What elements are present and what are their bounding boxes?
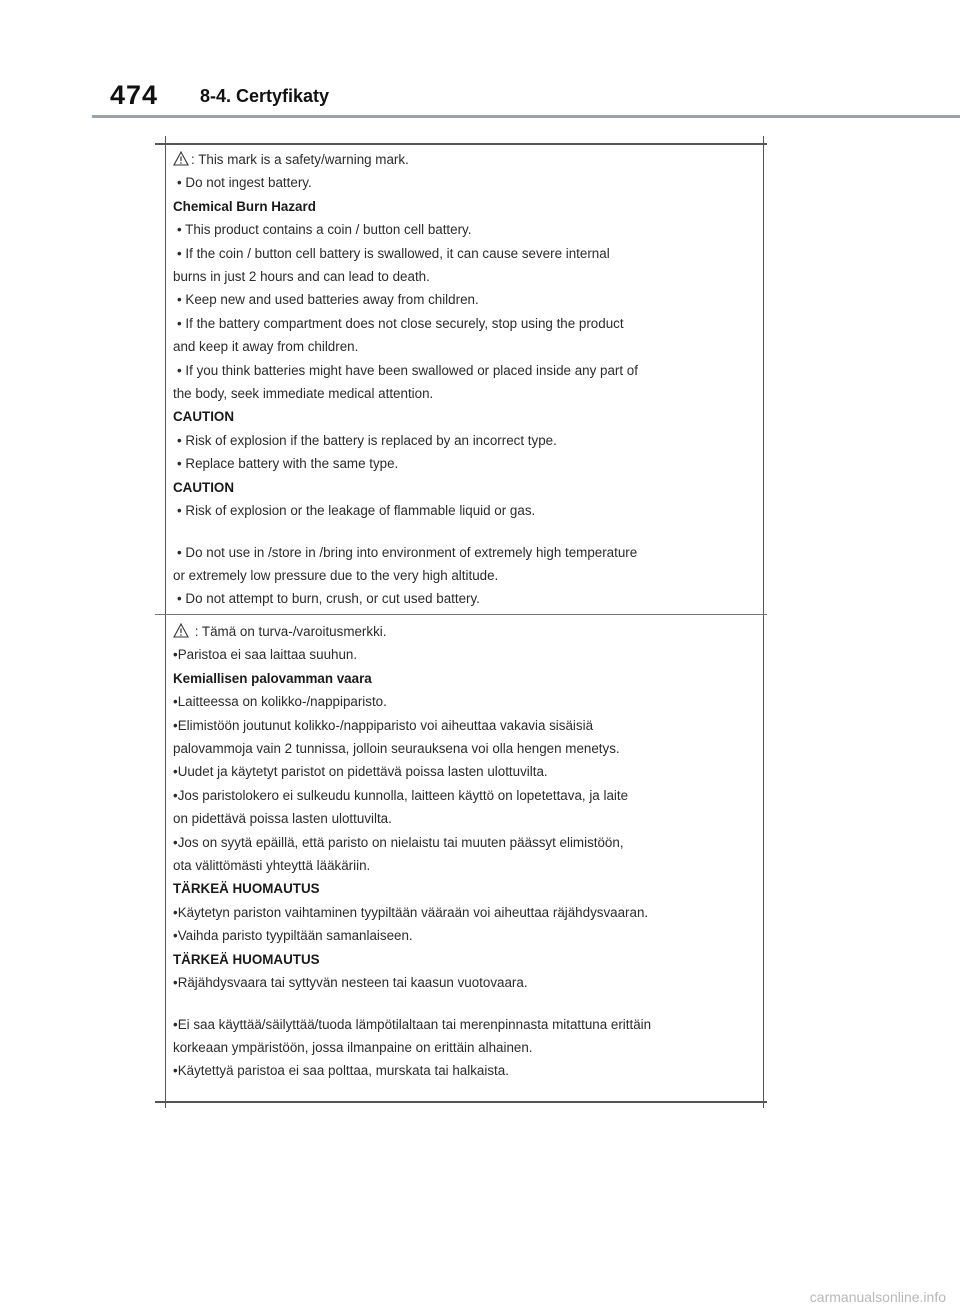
text-line: •Ei saa käyttää/säilyttää/tuoda lämpötilaltaan tai merenpinnasta mitattuna erittäin [173,1016,652,1032]
frame-left-rule [165,136,166,1108]
text-line: ota välittömästi yhteyttä lääkäriin. [173,858,371,874]
header-divider [92,115,960,118]
text-line: •Käytettyä paristoa ei saa polttaa, murskata tai halkaista. [173,1063,509,1079]
warning-mark-line [173,148,638,171]
english-safety-text [173,148,638,611]
warning-triangle-icon [173,623,189,638]
text-line: •Jos paristolokero ei sulkeudu kunnolla, laitteen käyttö on lopetettava, ja laite [173,787,629,803]
text-line: and keep it away from children. [173,339,359,355]
frame-middle-rule [155,614,767,615]
text-line: • If the battery compartment does not close securely, stop using the product [177,315,624,331]
text-line: palovammoja vain 2 tunnissa, jolloin seurauksena voi olla hengen menetys. [173,741,620,757]
text-line: •Räjähdysvaara tai syttyvän nesteen tai kaasun vuotovaara. [173,975,528,991]
text-line: burns in just 2 hours and can lead to death. [173,269,430,285]
warning-mark-text: : This mark is a safety/warning mark. [191,152,409,167]
frame-top-rule [155,143,767,145]
text-line: • Do not ingest battery. [177,175,312,191]
watermark: carmanualsonline.info [809,1289,946,1305]
warning-triangle-icon [173,151,189,166]
section-heading: Kemiallisen palovamman vaara [173,670,372,686]
text-line: • If you think batteries might have been swallowed or placed inside any part of [177,362,638,378]
text-line: •Paristoa ei saa laittaa suuhun. [173,647,358,663]
text-line: •Uudet ja käytetyt paristot on pidettävä poissa lasten ulottuvilta. [173,764,548,780]
text-line: or extremely low pressure due to the very high altitude. [173,567,499,583]
text-line: • Replace battery with the same type. [177,456,399,472]
text-line: the body, seek immediate medical attention. [173,386,434,402]
text-line: •Laitteessa on kolikko-/nappiparisto. [173,694,387,710]
text-line: • Do not use in /store in /bring into environment of extremely high temperature [177,544,638,560]
finnish-safety-text [173,620,651,1083]
section-heading: CAUTION [173,409,234,425]
text-line: •Käytetyn pariston vaihtaminen tyypiltään vääraän voi aiheuttaa räjähdysvaaran. [173,904,649,920]
text-line: korkeaan ympäristöön, jossa ilmanpaine on erittäin alhainen. [173,1039,533,1055]
section-title: 8-4. Certyfikaty [200,86,330,106]
text-line: • Do not attempt to burn, crush, or cut used battery. [177,591,480,607]
warning-mark-text-fi: : Tämä on turva-/varoitusmerkki. [191,624,387,639]
warning-mark-line-fi [173,620,651,643]
frame-bottom-rule [155,1101,767,1103]
page-number: 474 [110,80,159,110]
section-heading: CAUTION [173,479,234,495]
text-line: • This product contains a coin / button cell battery. [177,222,472,238]
section-heading: TÄRKEÄ HUOMAUTUS [173,951,320,967]
text-line: •Jos on syytä epäillä, että paristo on nielaistu tai muuten päässyt elimistöön, [173,834,624,850]
text-line: • Keep new and used batteries away from children. [177,292,479,308]
section-heading: TÄRKEÄ HUOMAUTUS [173,881,320,897]
text-line: •Elimistöön joutunut kolikko-/nappiparisto voi aiheuttaa vakavia sisäisiä [173,717,594,733]
section-heading: Chemical Burn Hazard [173,198,316,214]
page-header [0,0,960,120]
text-line: • If the coin / button cell battery is swallowed, it can cause severe internal [177,245,610,261]
text-line: • Risk of explosion or the leakage of flammable liquid or gas. [177,503,536,519]
text-line: on pidettävä poissa lasten ulottuvilta. [173,811,392,827]
text-line: • Risk of explosion if the battery is replaced by an incorrect type. [177,432,557,448]
frame-right-rule [763,136,764,1108]
text-line: •Vaihda paristo tyypiltään samanlaiseen. [173,928,413,944]
